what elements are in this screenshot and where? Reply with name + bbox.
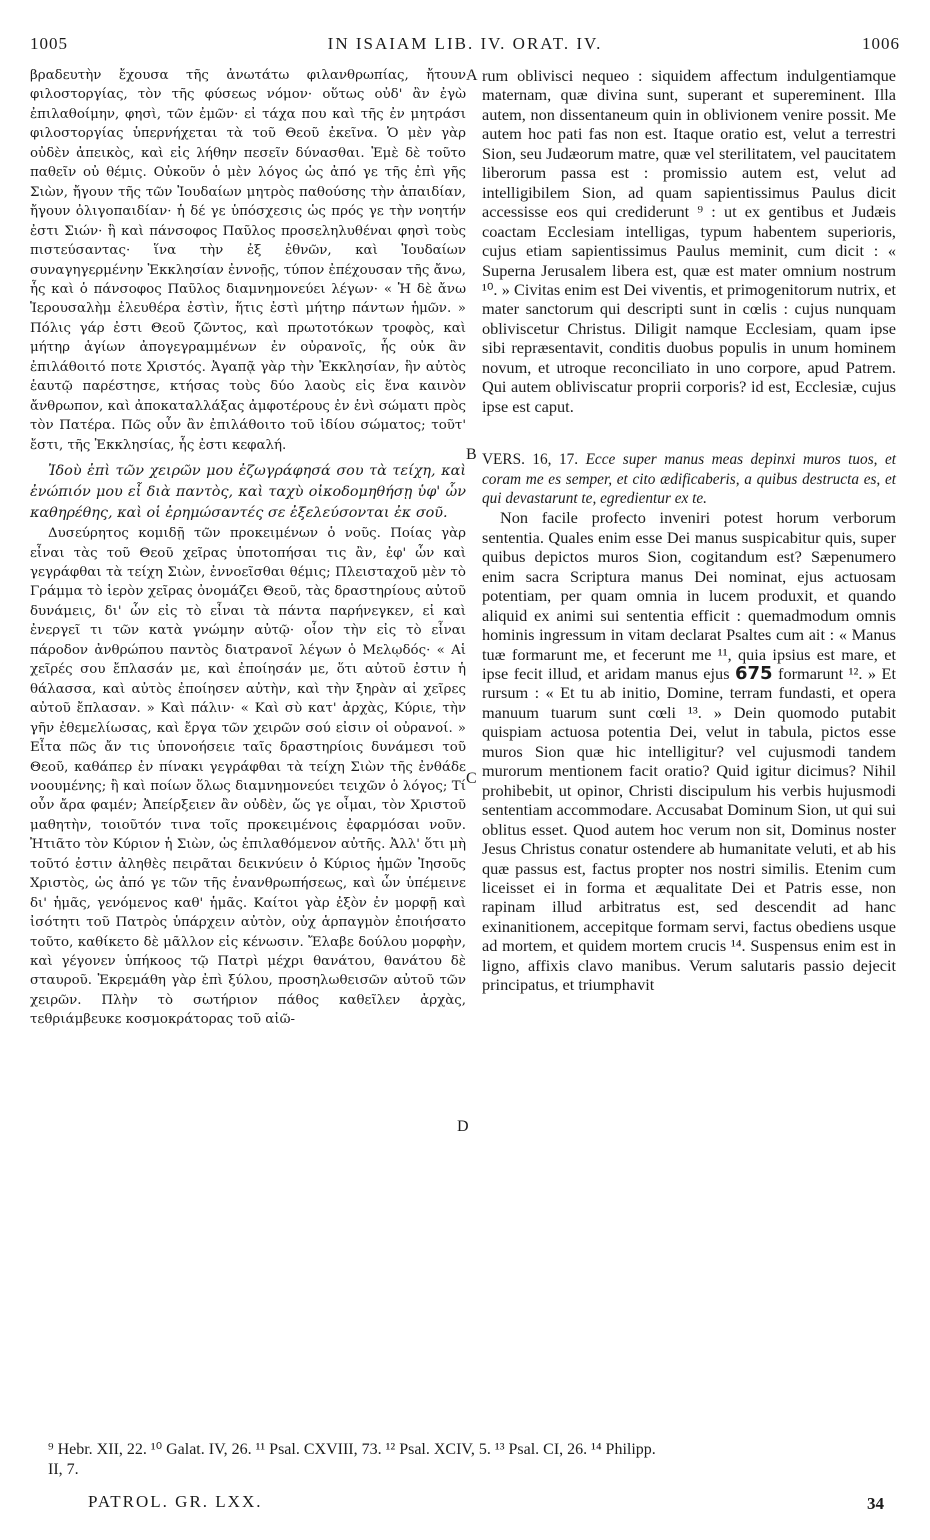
footnotes <box>48 1440 900 1480</box>
greek-verse: Ἰδοὺ ἐπὶ τῶν χειρῶν μου ἐζωγράφησά σου τὰ τείχη, καὶ ἐνώπιόν μου εἶ διὰ παντὸς, καὶ ταχὺ οἰκοδομηθήσῃ ὑφ' ὧν καθηρέθης, καὶ οἱ ἐρημώσαντές σε ἐξελεύσονται ἐκ σοῦ. <box>30 463 466 522</box>
running-title: IN ISAIAM LIB. IV. ORAT. IV. <box>327 34 603 53</box>
latin-text: formarunt ¹². » Et rursum : « Et tu ab initio, Domine, terram fundasti, et opera manuum tuarum sunt cœli ¹³. » Dein quomodo putabit quispiam actuosa potentia Dei, velut in tabula, pictos esse muros Sion quæ hic intelligitur? vel cujusmodi tandem murorum mentionem facit oratio? Quid igitur dicimus? Nihil prohibebit, ut opinor, Christi discipulum his verbis hujusmodi sententiam accommodare. Accusabat Dominum Sion, ut qui sui oblitus esset. Quod autem hoc verum non sit, Dominus noster Jesus Christus conatur ostendere ab humanitate veluti, et ab his quæ passus est, factus propter nos nostri similis. Etenim cum liceisset ei in forma et æqualitate Dei et Patris esse, non rapinam illud arbitratus est, sed descendit ad hanc exinanitionem, accepitque formam servi, factus obediens usque ad mortem, et quidem mortem crucis ¹⁴. Suspensus enim est in ligno, affixis clavo manibus. Verum salutaris passio dejecit principatus, et triumphavit <box>482 664 896 995</box>
greek-column <box>30 66 466 1030</box>
running-header <box>30 34 900 58</box>
latin-verse-text: Ecce super manus meas depinxi muros tuos, et coram me es semper, et cito ædificaberis, a quibus destructa es, et qui devastarunt te, egredientur ex te. <box>482 451 896 507</box>
greek-paragraph: Δυσεύρητος κομιδῇ τῶν προκειμένων ὁ νοῦς. Ποίας γὰρ εἶναι τὰς τοῦ Θεοῦ χεῖρας ὑποτοπήσαι τις ἂν, ἐφ' ὧν καὶ γεγράφθαι τὰ τείχη Σιὼν, ἐννοεῖσθαι θέμις; Πλεισταχοῦ μὲν τὸ Γράμμα τὸ ἱερὸν χεῖρας ὀνομάζει Θεοῦ, τὰς δραστηρίους αὐτοῦ δυνάμεις, δι' ὧν εἰς τὸ εἶναι τὰ πάντα παρήνεγκεν, εἰ καὶ ἐνεργεῖ τι τῶν κατὰ γνώμην αὐτῷ· οἷον τὴν εἰς τὸ εἶναι πάροδον ἀνθρώπου παντὸς διατρανοῖ λέγων ὁ Μελῳδός· « Αἱ χεῖρές σου ἔπλασάν με, καὶ ἐποίησάν με, ὅτι αὐτοῦ ἐστιν ἡ θάλασσα, καὶ αὐτὸς ἐποίησεν αὐτὴν, καὶ τὴν ξηρὰν αἱ χεῖρες αὐτοῦ ἔπλασαν. » Καὶ πάλιν· « Καὶ σὺ κατ' ἀρχὰς, Κύριε, τὴν γῆν ἐθεμελίωσας, καὶ ἔργα τῶν χειρῶν σού εἰσιν οἱ οὐρανοί. » Εἶτα πῶς ἄν τις ὑπονοήσειε ταῖς δραστηρίοις δυνάμεσι τοῦ Θεοῦ, καθάπερ ἐν πίνακι γεγράφθαι τὰ τείχη Σιὼν τῆς ἐνθάδε νοουμένης; ἢ καὶ ποίων ὅλως διαμνημονεύει τειχῶν ὁ λόγος; Τί οὖν ἄρα φαμέν; Ἀπείρξειεν ἂν οὐδὲν, ὥς γε οἶμαι, τὸν Χριστοῦ μαθητὴν, τοιοῦτόν τινα τοῖς προκειμένοις ἐφαρμόσαι νοῦν. Ἠτιᾶτο τὸν Κύριον ἡ Σιὼν, ὡς ἐπιλαθόμενον αὐτῆς. Ἀλλ' ὅτι μὴ τοῦτό ἐστιν ἀληθὲς πειρᾶται δεικνύειν ὁ Κύριος ἡμῶν Ἰησοῦς Χριστὸς, ὡς ἀπό γε τῶν τῆς ἐνανθρωπήσεως, καὶ ὧν ὑπέμεινε δι' ἡμᾶς, γενόμενος καθ' ἡμᾶς. Καίτοι γὰρ ἐξὸν ἐν μορφῇ καὶ ἰσότητι τοῦ Πατρὸς ὑπάρχειν αὐτὸν, οὐχ ἁρπαγμὸν ἐποιήσατο τοῦτο, καθίκετο δὲ μᾶλλον εἰς κένωσιν. Ἔλαβε δούλου μορφὴν, καὶ γέγονεν ὑπήκοος τῷ Πατρὶ μέχρι θανάτου, θανάτου δὲ σταυροῦ. Ἐκρεμάθη γὰρ ἐπὶ ξύλου, προσηλωθεισῶν αὐτοῦ τῶν χειρῶν. Πλὴν τὸ σωτήριον πάθος καθεῖλεν ἀρχὰς, τεθριάμβευκε κοσμοκράτορας τοῦ αἰῶ- <box>30 526 466 1028</box>
latin-verse <box>482 450 896 508</box>
page-marker: 675 <box>735 663 773 684</box>
column-number-right: 1006 <box>862 34 900 53</box>
margin-marker-d: D <box>457 1118 469 1135</box>
latin-text: Non facile profecto inveniri potest horum verborum sententia. Quales enim esse Dei manus suspicabitur quis, super quibus depictos muros Sion, cogitandum est? Sæpenumero enim sacra Scriptura manus Dei nominat, ejus actuosam potentiam, per quam omnia in lucem produxit, et quando aliquid ex animi sui sententia efficit : quemadmodum omnis hominis ingressum in vitam declarat Psaltes cum ait : « Manus tuæ formarunt me, et fecerunt me ¹¹, quia ipsius est mare, et ipse fecit illud, et aridam manus ejus <box>482 508 896 683</box>
latin-paragraph <box>482 508 896 994</box>
series-signature: PATROL. GR. LXX. <box>88 1492 263 1511</box>
verse-number: VERS. 16, 17. <box>482 451 579 469</box>
signature-number: 34 <box>867 1494 884 1513</box>
latin-column <box>482 66 896 995</box>
footnote-line: ⁹ Hebr. XII, 22. ¹⁰ Galat. IV, 26. ¹¹ Psal. CXVIII, 73. ¹² Psal. XCIV, 5. ¹³ Psal. CI, 26. ¹⁴ Philipp. <box>48 1441 656 1458</box>
margin-marker-b: B <box>466 446 477 463</box>
margin-marker-c: C <box>466 770 477 787</box>
footnote-line: II, 7. <box>48 1461 79 1478</box>
margin-marker-a: A <box>466 67 478 84</box>
column-number-left: 1005 <box>30 34 68 53</box>
latin-paragraph: rum oblivisci nequeo : siquidem affectum indulgentiamque maternam, quæ divina sunt, superant et supereminent. Illa autem, non dissentaneum quin in oblivionem venire possit. Me autem hoc pati fas non est. Itaque oratio est, velut a terrestri Sion, seu Judæorum matre, quæ vel sterilitatem, vel paucitatem liberorum passa est : promissio autem est, velut ad intelligibilem Sion, ad quam sapientissimus Paulus dicit accessisse eos qui crediderunt ⁹ : ut ex gentibus et Judæis coactam Ecclesiam intelligas, typum habentem superioris, cujus etiam sapientissimus Paulus meminit, cum dicit : « Superna Jerusalem libera est, quæ est mater omnium nostrum ¹⁰. » Civitas enim est Dei viventis, et primogenitorum nutrix, et mater sanctorum qui descripti sunt in cœlis : cujus nunquam obliviscetur Christus. Diligit namque Ecclesiam, quam ipse sibi repræsentavit, conditis duobus populis in unum hominem novum, et utroque reconciliato in uno corpore, apud Patrem. Qui autem obliviscatur proprii corporis? id est, Ecclesiæ, cujus ipse est caput. <box>482 66 896 416</box>
greek-paragraph: βραδευτὴν ἔχουσα τῆς ἀνωτάτω φιλανθρωπίας, ἤτουν φιλοστοργίας, τὸν τῆς φύσεως νόμον· οὕτως οὐδ' ἂν ἐγὼ ἐπιλαθοίμην, φησὶ, τῶν ἐμῶν· εἰ τάχα που καὶ τῆς ἐν μητράσι φιλοστοργίας ὑπερνήχεται τὰ τοῦ Θεοῦ ἐκεῖνα. Ὁ μὲν γὰρ οὐδὲν ἀπεικὸς, καὶ εἰς λήθην πεσεῖν δύνασθαι. Ἐμὲ δὲ τοῦτο παθεῖν οὐ θέμις. Οὐκοῦν ὁ μὲν λόγος ὡς ἀπό γε τῆς ἐπὶ γῆς Σιὼν, ἤγουν τῆς τῶν Ἰουδαίων μητρὸς παθούσης τὴν ἀπαιδίαν, ἤγουν ὀλιγοπαιδίαν· ἡ δέ γε ὑπόσχεσις ὡς πρός γε τὴν νοητήν ἐστι Σιών· ἣ καὶ πάνσοφος Παῦλος προσεληλυθέναι φησὶ τοὺς πιστεύσαντας· ἵνα τὴν ἐξ ἐθνῶν, καὶ Ἰουδαίων συναγηγερμένην Ἐκκλησίαν ἐννοῇς, τύπον ἐπέχουσαν τῆς ἄνω, ἧς καὶ ὁ πάνσοφος Παῦλος διαμνημονεύει λέγων· « Ἡ δὲ ἄνω Ἱερουσαλὴμ ἐλευθέρα ἐστὶν, ἥτις ἐστὶ μήτηρ πάντων ἡμῶν. » Πόλις γάρ ἐστι Θεοῦ ζῶντος, καὶ πρωτοτόκων τροφὸς, καὶ μήτηρ ἁγίων ἀπογεγραμμένων ἐν οὐρανοῖς, ἧς οὐκ ἂν ἐπιλάθοιτό ποτε Χριστός. Ἀγαπᾷ γὰρ τὴν Ἐκκλησίαν, ἣν αὐτὸς ἑαυτῷ παρέστησε, κτήσας τοὺς δύο λαοὺς εἰς ἕνα καινὸν ἄνθρωπον, καὶ ἀποκαταλλάξας ἀμφοτέρους ἐν ἑνὶ σώματι πρὸς τὸν Πατέρα. Πῶς οὖν ἂν ἐπιλάθοιτο τοῦ ἰδίου σώματος; τοῦτ' ἔστι, τῆς Ἐκκλησίας, ἧς ἐστι κεφαλή. <box>30 68 466 453</box>
